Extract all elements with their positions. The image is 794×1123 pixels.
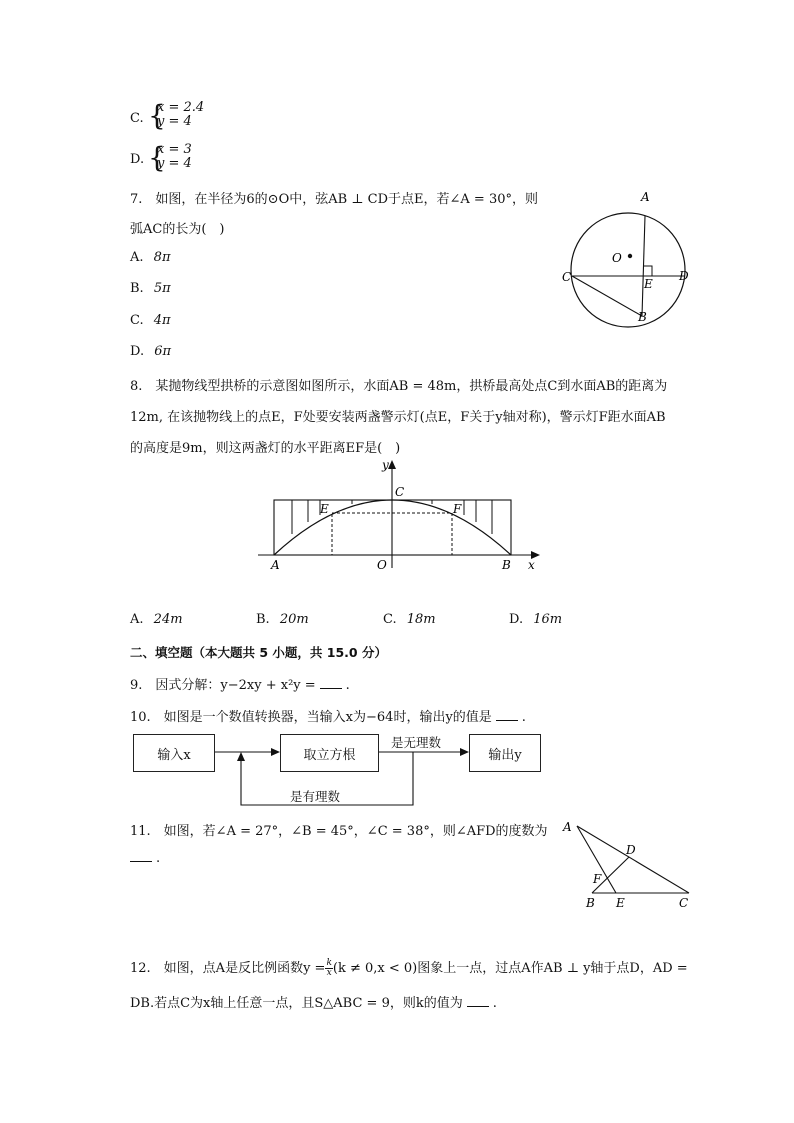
- right-angle-mark: [643, 266, 652, 276]
- option-value: 4π: [153, 313, 171, 328]
- label-c: C: [679, 896, 689, 910]
- option-value: 20m: [279, 612, 309, 627]
- frac-den: x: [326, 968, 332, 978]
- label-d: D: [626, 843, 636, 857]
- answer-blank: [320, 678, 342, 689]
- arrow-up-icon: [237, 752, 245, 761]
- q7-circle-figure: [562, 188, 702, 328]
- label-f: F: [593, 872, 602, 886]
- q8-line3: 的高度是9m，则这两盏灯的水平距离EF是( ): [130, 441, 401, 456]
- label-f: F: [453, 502, 462, 516]
- label-y: y: [382, 458, 389, 472]
- q7-option-c: [130, 313, 171, 328]
- answer-blank: [467, 996, 489, 1007]
- output-box: 输出y: [469, 734, 541, 772]
- label-a: A: [641, 190, 650, 204]
- center-dot: [628, 254, 632, 258]
- q12-line2: [130, 992, 497, 1011]
- option-label: D.: [130, 152, 145, 167]
- q7-line2: 弧AC的长为( ): [130, 222, 225, 237]
- q11-triangle-figure: [560, 818, 700, 913]
- q11-end: .: [156, 851, 161, 866]
- q8-line1: 8. 某抛物线型拱桥的示意图如图所示，水面AB = 48m，拱桥最高处点C到水面AB的距离为: [130, 379, 668, 394]
- label-d: D: [679, 269, 689, 283]
- arrow-right-icon: [460, 748, 469, 756]
- rational-label: 是有理数: [290, 789, 341, 804]
- equation-1: x = 3: [157, 142, 192, 157]
- frac-num: k: [326, 958, 332, 968]
- option-label: A.: [130, 612, 144, 627]
- option-label: D.: [130, 344, 145, 359]
- q8-line2: 12m, 在该抛物线上的点E，F处要安装两盏警示灯(点E，F关于y轴对称)，警示灯F距水面AB: [130, 410, 666, 425]
- option-label: B.: [130, 281, 144, 296]
- equation-2: y = 4: [157, 156, 192, 171]
- label-c: C: [395, 485, 405, 499]
- q10: [130, 706, 526, 725]
- answer-blank: [130, 851, 152, 862]
- y-axis-arrow-icon: [388, 460, 396, 469]
- q12-end: .: [492, 996, 497, 1011]
- label-c: C: [562, 270, 572, 284]
- label-e: E: [644, 277, 653, 291]
- equation-1: x = 2.4: [157, 100, 205, 115]
- label-x: x: [528, 558, 535, 572]
- q8-bridge-figure: [252, 456, 552, 576]
- q8-option-c: [383, 612, 436, 627]
- q10-text: 10. 如图是一个数值转换器，当输入x为−64时，输出y的值是: [130, 710, 492, 725]
- brace-icon: {: [148, 99, 166, 132]
- option-value: 24m: [153, 612, 183, 627]
- fraction-k-over-x: [325, 959, 332, 978]
- option-value: 16m: [533, 612, 563, 627]
- q9-text: 9. 因式分解：y−2xy + x²y =: [130, 678, 316, 693]
- circle-o: [571, 213, 685, 327]
- q7-option-d: [130, 344, 171, 359]
- irrational-label: 是无理数: [391, 735, 442, 750]
- label-a: A: [563, 820, 572, 834]
- option-label: B.: [256, 612, 270, 627]
- answer-blank: [496, 710, 518, 721]
- q9: [130, 674, 350, 693]
- option-value: 5π: [153, 281, 171, 296]
- q7-line1: 7. 如图，在半径为6的⊙O中，弦AB ⊥ CD于点E，若∠A = 30°，则: [130, 192, 538, 207]
- input-box: 输入x: [133, 734, 215, 772]
- option-label: A.: [130, 250, 144, 265]
- q8-option-a: [130, 612, 183, 627]
- section-heading: 二、填空题（本大题共 5 小题，共 15.0 分）: [130, 645, 387, 660]
- arrow-right-icon: [271, 748, 280, 756]
- q7-option-a: [130, 250, 171, 265]
- label-b: B: [638, 310, 647, 324]
- q10-end: .: [521, 710, 526, 725]
- q7-option-b: [130, 281, 171, 296]
- q8-option-d: [509, 612, 562, 627]
- label-b: B: [586, 896, 595, 910]
- label-o: O: [612, 251, 622, 265]
- option-label: C.: [130, 111, 144, 126]
- q12-text2: DB.若点C为x轴上任意一点，且S△ABC = 9，则k的值为: [130, 996, 463, 1011]
- label-b: B: [502, 558, 511, 572]
- label-e: E: [320, 502, 329, 516]
- brace-icon: {: [148, 141, 166, 174]
- option-label: C.: [383, 612, 397, 627]
- label-a: A: [271, 558, 280, 572]
- option-value: 18m: [406, 612, 436, 627]
- q11-line1: 11. 如图，若∠A = 27°，∠B = 45°，∠C = 38°，则∠AFD的度数为: [130, 824, 548, 839]
- equation-2: y = 4: [157, 114, 192, 129]
- label-o: O: [377, 558, 387, 572]
- q11-line2: [130, 851, 160, 866]
- q8-option-b: [256, 612, 309, 627]
- option-label: C.: [130, 313, 144, 328]
- option-value: 8π: [153, 250, 171, 265]
- q9-end: .: [345, 678, 350, 693]
- q12-post: (k ≠ 0,x < 0)图象上一点，过点A作AB ⊥ y轴于点D，AD =: [332, 961, 688, 976]
- q12-line1: [130, 957, 688, 978]
- segment-cb: [572, 276, 642, 316]
- process-box: 取立方根: [280, 734, 379, 772]
- q12-pre: 12. 如图，点A是反比例函数y =: [130, 961, 326, 976]
- option-value: 6π: [154, 344, 172, 359]
- label-e: E: [616, 896, 625, 910]
- option-label: D.: [509, 612, 524, 627]
